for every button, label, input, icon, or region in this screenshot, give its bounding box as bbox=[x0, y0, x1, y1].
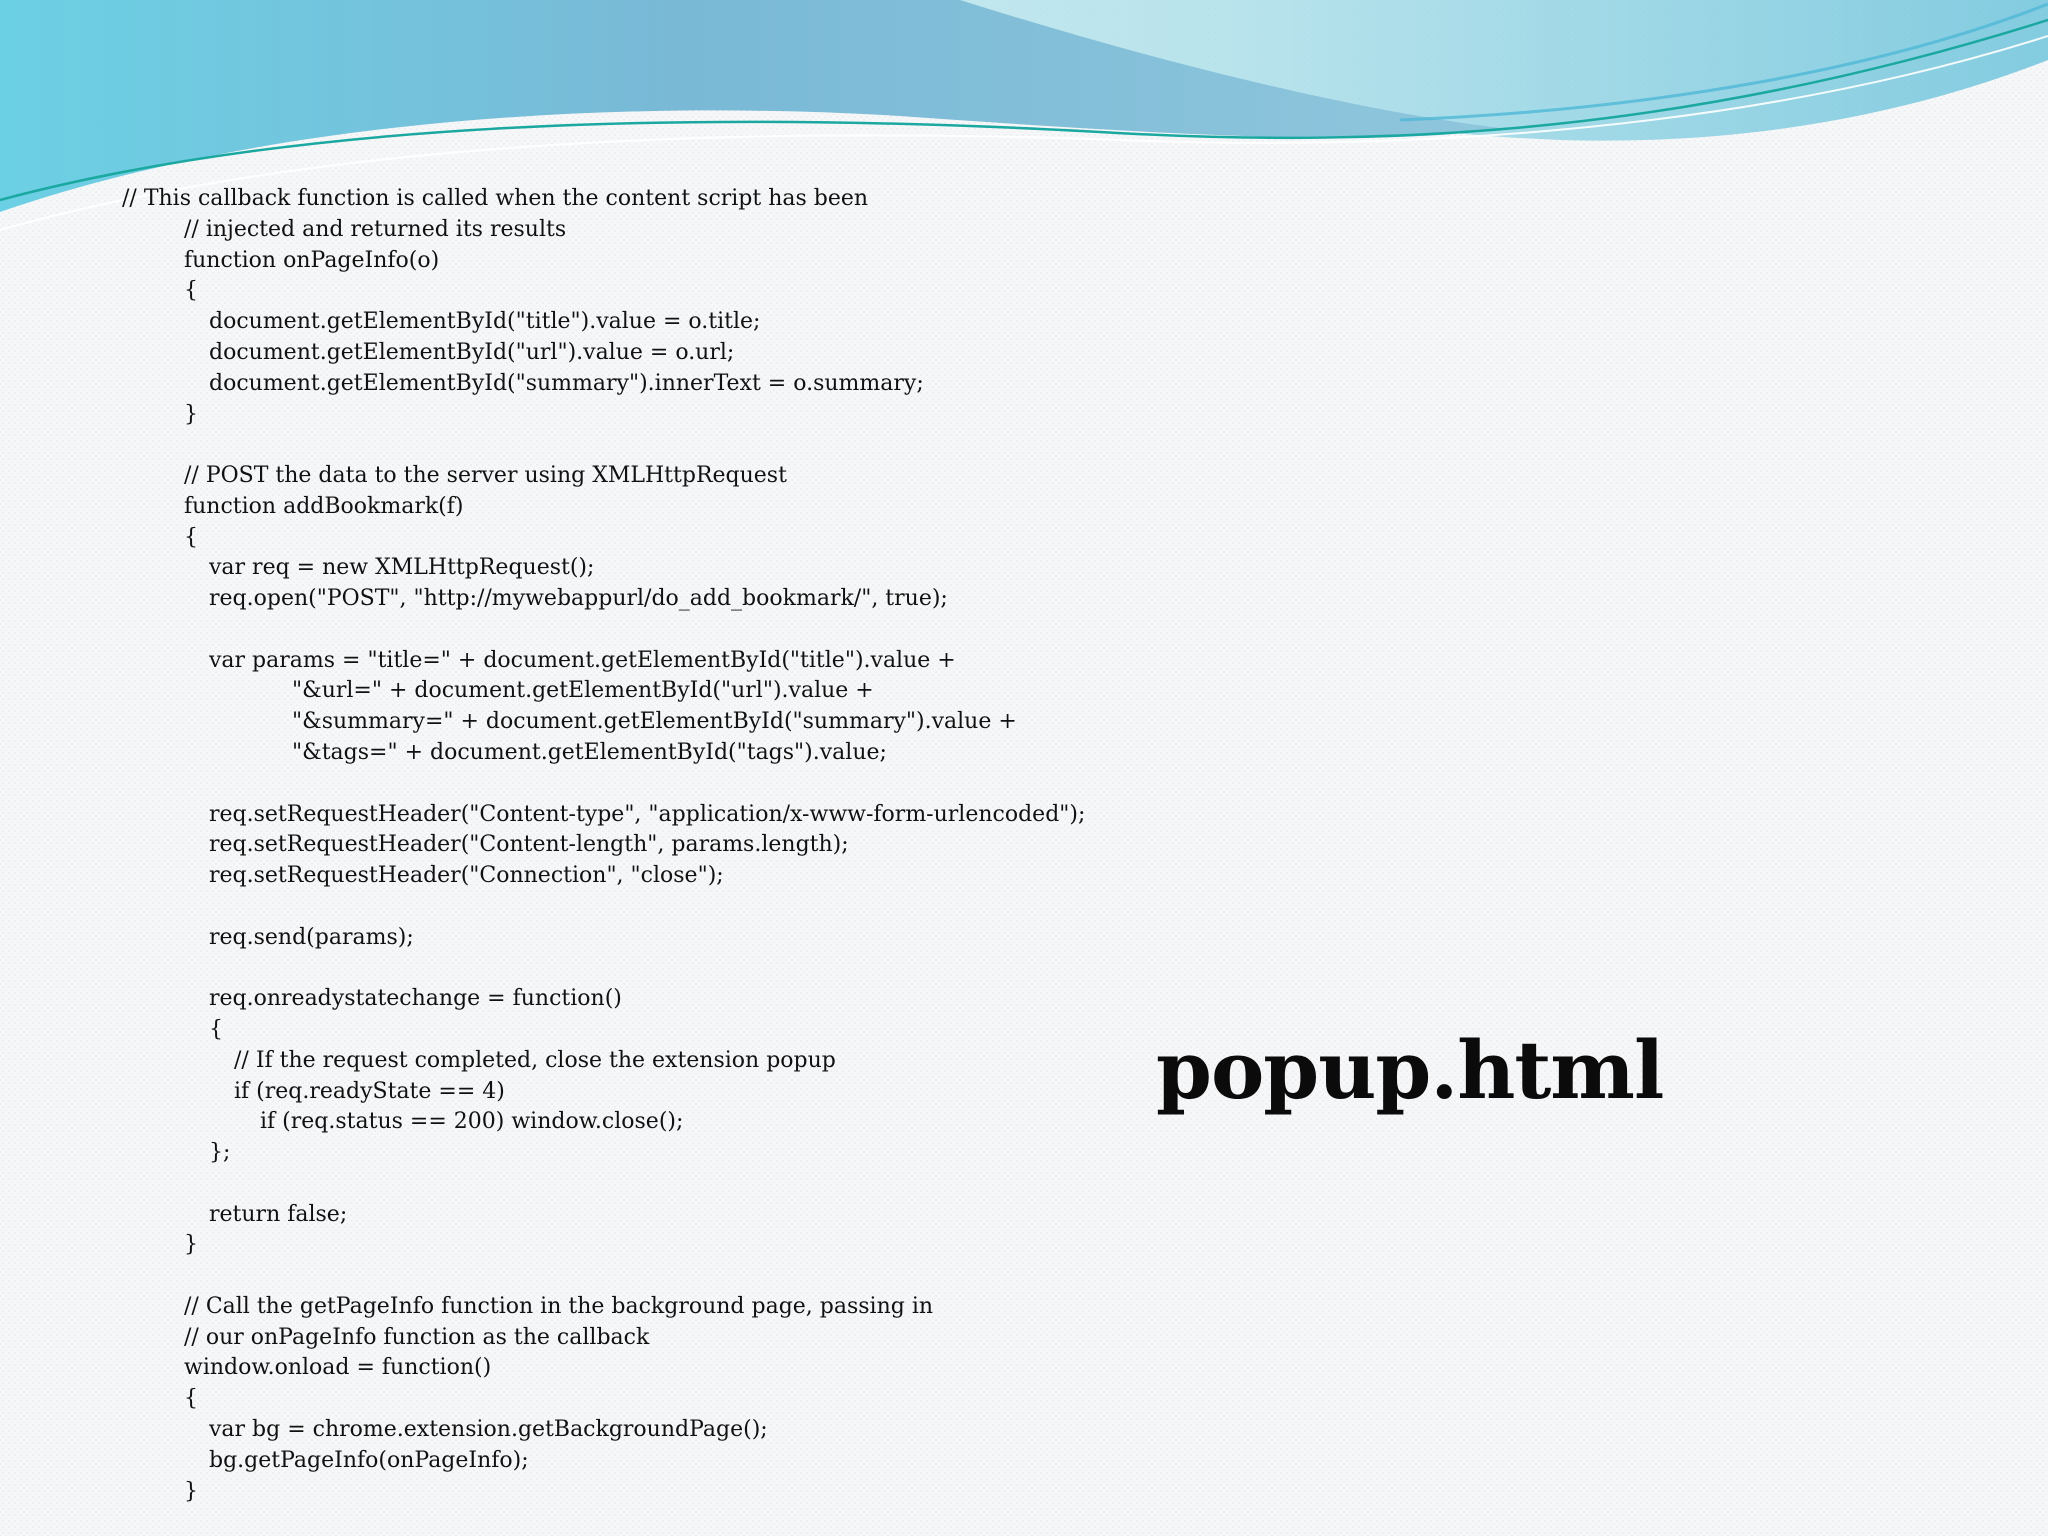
code-line: // our onPageInfo function as the callback bbox=[184, 1325, 650, 1350]
code-line: if (req.status == 200) window.close(); bbox=[260, 1109, 684, 1134]
code-line: document.getElementById("title").value = o.title; bbox=[209, 309, 761, 334]
code-line: var params = "title=" + document.getElementById("title").value + bbox=[209, 648, 956, 673]
code-line: if (req.readyState == 4) bbox=[234, 1079, 505, 1104]
code-line: req.onreadystatechange = function() bbox=[209, 986, 622, 1011]
code-line: { bbox=[184, 525, 198, 550]
code-line: "&tags=" + document.getElementById("tags").value; bbox=[292, 740, 887, 765]
code-line: // This callback function is called when the content script has been bbox=[122, 186, 869, 211]
code-line: document.getElementById("summary").innerText = o.summary; bbox=[209, 371, 924, 396]
code-line: } bbox=[184, 1232, 198, 1257]
code-line: function addBookmark(f) bbox=[184, 494, 464, 519]
code-line: req.open("POST", "http://mywebappurl/do_add_bookmark/", true); bbox=[209, 586, 948, 611]
code-line: "&url=" + document.getElementById("url").value + bbox=[292, 678, 874, 703]
code-line: window.onload = function() bbox=[184, 1355, 492, 1380]
code-line: } bbox=[184, 402, 198, 427]
code-line: { bbox=[184, 1386, 198, 1411]
code-line: document.getElementById("url").value = o.url; bbox=[209, 340, 735, 365]
code-line: var req = new XMLHttpRequest(); bbox=[209, 555, 595, 580]
code-line: function onPageInfo(o) bbox=[184, 248, 440, 273]
code-line: req.setRequestHeader("Connection", "close"); bbox=[209, 863, 724, 888]
code-line: { bbox=[184, 278, 198, 303]
code-line: // injected and returned its results bbox=[184, 217, 567, 242]
code-line: { bbox=[209, 1017, 223, 1042]
code-line: }; bbox=[209, 1140, 231, 1165]
code-line: "&summary=" + document.getElementById("summary").value + bbox=[292, 709, 1017, 734]
code-line: return false; bbox=[209, 1202, 348, 1227]
slide-title: popup.html bbox=[1156, 1023, 1664, 1117]
code-line: req.setRequestHeader("Content-length", params.length); bbox=[209, 832, 849, 857]
code-line: var bg = chrome.extension.getBackgroundPage(); bbox=[209, 1417, 768, 1442]
code-line: bg.getPageInfo(onPageInfo); bbox=[209, 1448, 529, 1473]
code-line: // If the request completed, close the extension popup bbox=[234, 1048, 836, 1073]
code-line: // POST the data to the server using XMLHttpRequest bbox=[184, 463, 787, 488]
code-line: req.send(params); bbox=[209, 925, 414, 950]
code-line: req.setRequestHeader("Content-type", "application/x-www-form-urlencoded"); bbox=[209, 802, 1086, 827]
code-line: // Call the getPageInfo function in the background page, passing in bbox=[184, 1294, 934, 1319]
code-line: } bbox=[184, 1479, 198, 1504]
